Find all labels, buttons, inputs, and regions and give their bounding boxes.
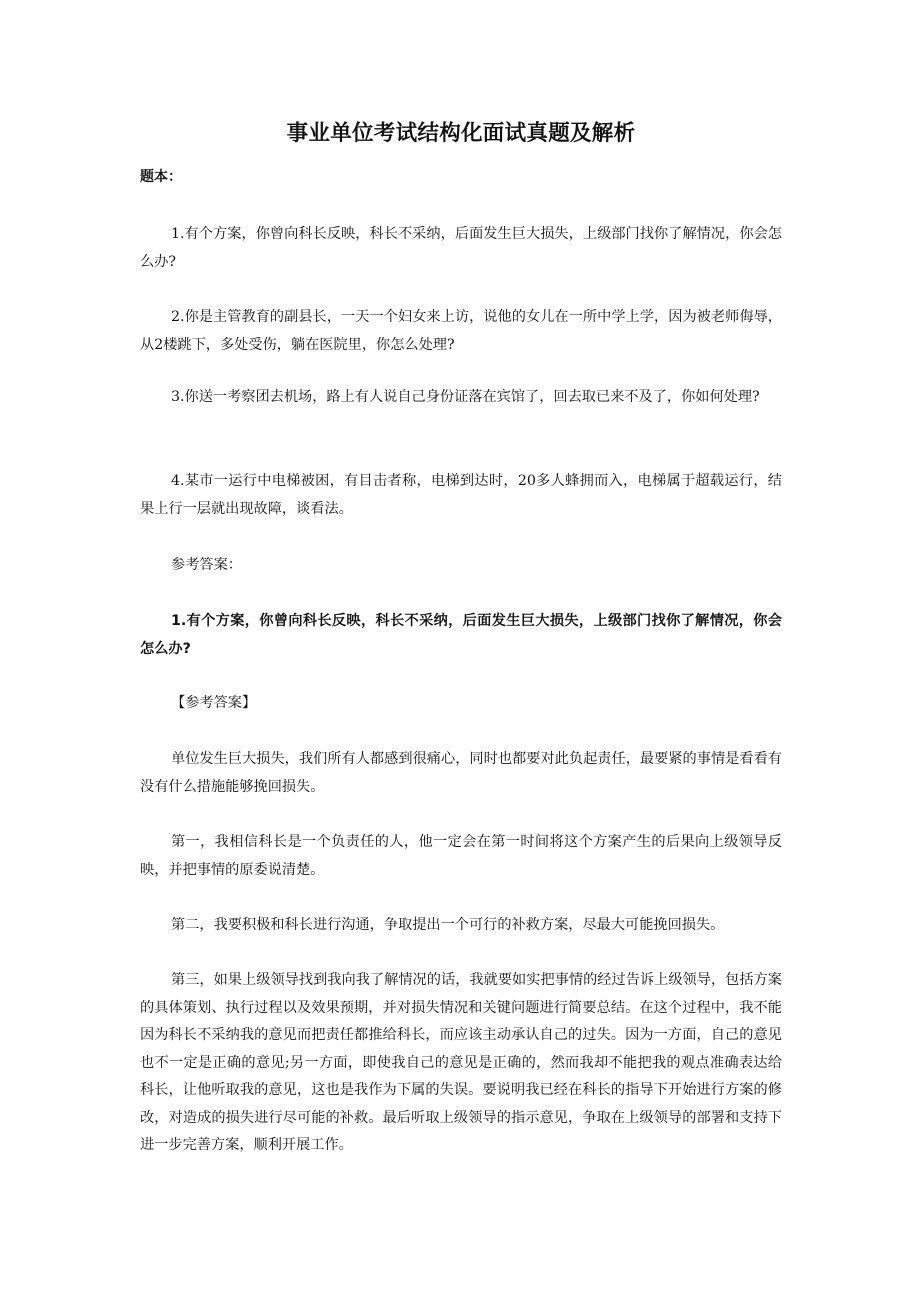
answer-paragraph-intro: 单位发生巨大损失，我们所有人都感到很痛心，同时也都要对此负起责任，最要紧的事情是看看有没有什么措施能够挽回损失。 bbox=[140, 751, 782, 795]
question-2: 2.你是主管教育的副县长，一天一个妇女来上访，说他的女儿在一所中学上学，因为被老师侮辱，从2楼跳下，多处受伤，躺在医院里，你怎么处理? bbox=[140, 309, 782, 353]
document-title: 事业单位考试结构化面试真题及解析 bbox=[286, 121, 636, 146]
section-label: 题本： bbox=[140, 169, 182, 185]
reference-heading: 参考答案： bbox=[171, 557, 242, 573]
answer-paragraph-first: 第一，我相信科长是一个负责任的人，他一定会在第一时间将这个方案产生的后果向上级领导反映，并把事情的原委说清楚。 bbox=[140, 834, 782, 878]
question-1: 1.有个方案，你曾向科长反映，科长不采纳，后面发生巨大损失，上级部门找你了解情况，你会怎么办? bbox=[140, 226, 782, 270]
answer-question-heading: 1.有个方案，你曾向科长反映，科长不采纳，后面发生巨大损失，上级部门找你了解情况，你会怎么办? bbox=[140, 613, 782, 657]
answer-paragraph-second: 第二，我要积极和科长进行沟通，争取提出一个可行的补救方案，尽最大可能挽回损失。 bbox=[171, 917, 725, 933]
question-4: 4.某市一运行中电梯被困，有目击者称，电梯到达时，20多人蜂拥而入，电梯属于超载运行，结果上行一层就出现故障，谈看法。 bbox=[140, 473, 782, 517]
question-3: 3.你送一考察团去机场，路上有人说自己身份证落在宾馆了，回去取已来不及了，你如何处理? bbox=[171, 389, 760, 405]
answer-paragraph-third: 第三，如果上级领导找到我向我了解情况的话，我就要如实把事情的经过告诉上级领导，包括方案的具体策划、执行过程以及效果预期，并对损失情况和关键问题进行简要总结。在这个过程中，我不能因为科长不采纳我的意见而把责任都推给科长，而应该主动承认自己的过失。因为一方面，自己的意见也不一定是正确的意见;另一方面，即使我自己的意见是正确的，然而我却不能把我的观点准确表达给科长，让他听取我的意见，这也是我作为下属的失误。要说明我已经在科长的指导下开始进行方案的修改，对造成的损失进行尽可能的补救。最后听取上级领导的指示意见，争取在上级领导的部署和支持下进一步完善方案，顺利开展工作。 bbox=[140, 972, 782, 1153]
answer-label: 【参考答案】 bbox=[171, 695, 257, 711]
